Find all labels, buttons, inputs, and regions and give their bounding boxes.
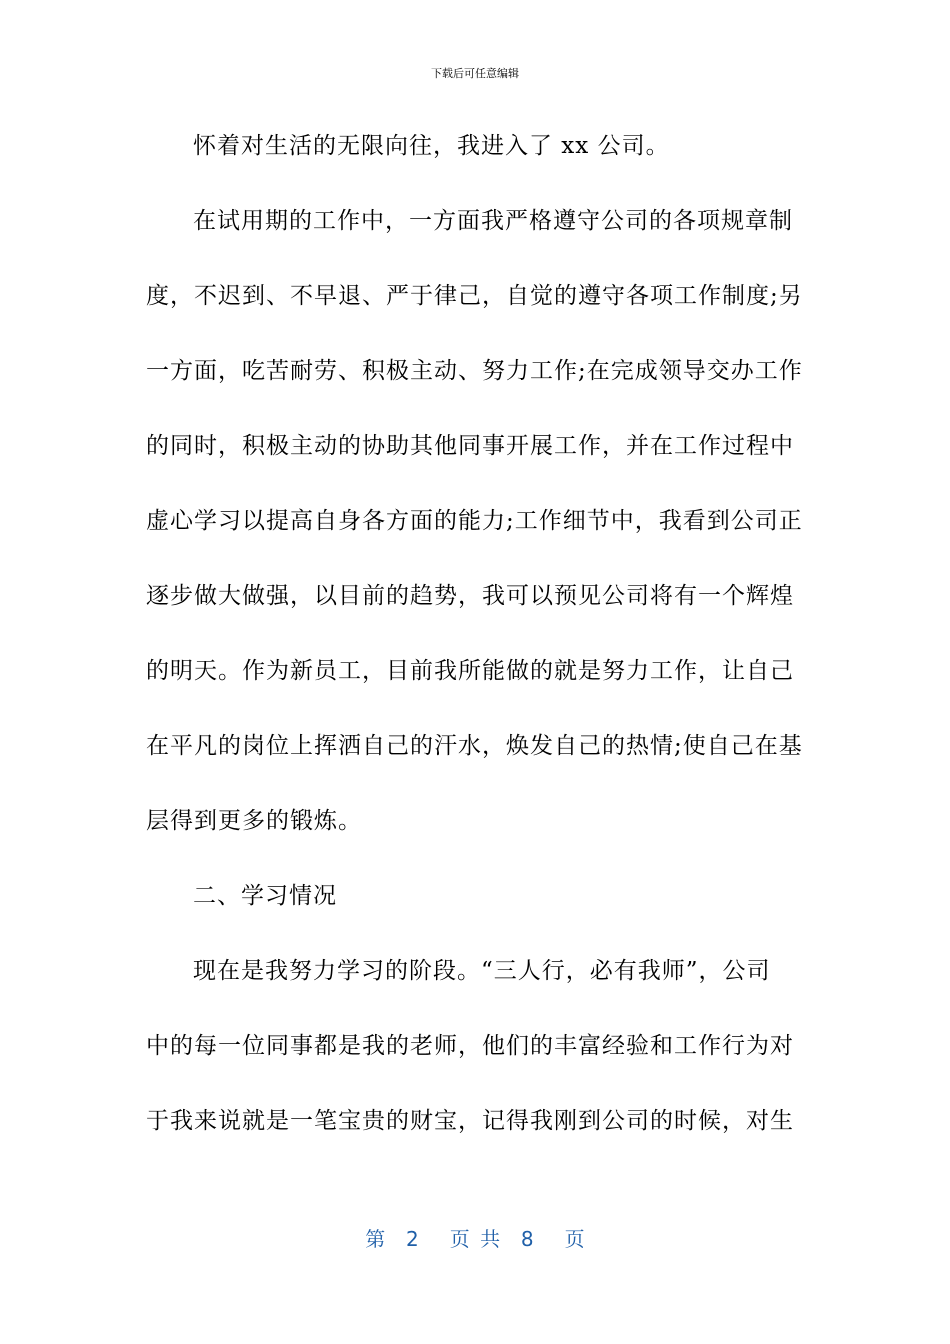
paragraph-line: 现在是我努力学习的阶段。“三人行，必有我师”，公司 <box>193 958 771 984</box>
paragraph-line: 于我来说就是一笔宝贵的财宝，记得我刚到公司的时候，对生 <box>146 1108 794 1134</box>
paragraph-line: 虚心学习以提高自身各方面的能力;工作细节中，我看到公司正 <box>146 508 803 534</box>
paragraph-line: 的同时，积极主动的协助其他同事开展工作，并在工作过程中 <box>146 433 794 459</box>
paragraph-line: 的明天。作为新员工，目前我所能做的就是努力工作，让自己 <box>146 658 794 684</box>
section-heading: 二、学习情况 <box>193 883 337 909</box>
paragraph-line: 在试用期的工作中，一方面我严格遵守公司的各项规章制 <box>193 208 793 234</box>
paragraph-line: 怀着对生活的无限向往，我进入了 xx 公司。 <box>193 133 670 159</box>
paragraph-line: 一方面，吃苦耐劳、积极主动、努力工作;在完成领导交办工作 <box>146 358 803 384</box>
page-number-footer <box>0 1225 950 1253</box>
page-header: 下载后可任意编辑 <box>431 67 519 80</box>
paragraph-line: 层得到更多的锻炼。 <box>146 808 362 834</box>
paragraph-line: 度，不迟到、不早退、严于律己，自觉的遵守各项工作制度;另 <box>146 283 803 309</box>
paragraph-line: 在平凡的岗位上挥洒自己的汗水，焕发自己的热情;使自己在基 <box>146 733 803 759</box>
paragraph-line: 中的每一位同事都是我的老师，他们的丰富经验和工作行为对 <box>146 1033 794 1059</box>
page-number-text: 第 2 页 共 8 页 <box>365 1227 585 1251</box>
paragraph-line: 逐步做大做强，以目前的趋势，我可以预见公司将有一个辉煌 <box>146 583 794 609</box>
